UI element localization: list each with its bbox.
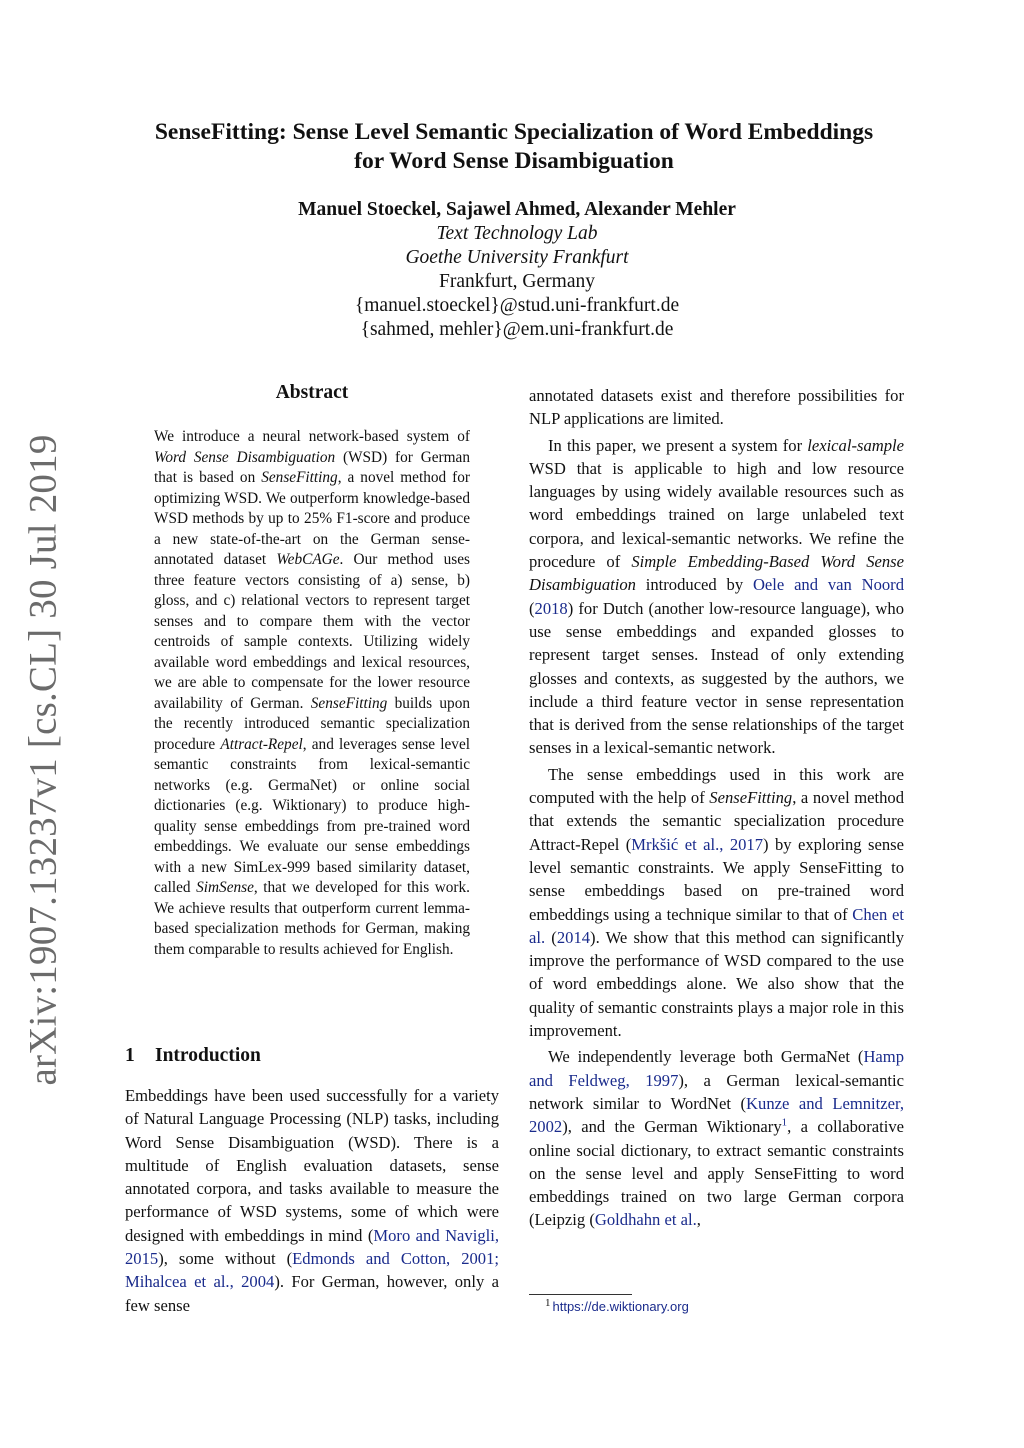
author-names: Manuel Stoeckel, Sajawel Ahmed, Alexander Mehler [298,199,736,220]
citation-link[interactable]: Hamp and Feldweg, 1997 [529,1047,904,1090]
paragraph-text: We independently leverage both GermaNet ( [548,1047,864,1067]
citation-link[interactable]: Mrkšić et al., 2017 [631,834,764,854]
author-block [100,198,934,342]
emph-text: SenseFitting [709,788,793,808]
paragraph-text: , [696,1210,701,1230]
abstract-emph: Word Sense Disambiguation [154,448,336,466]
abstract-emph: SenseFitting [261,469,338,486]
paragraph-text: ). For German, however, only a few sense [125,1272,499,1315]
title-line-2: for Word Sense Disambiguation [354,148,674,174]
paragraph-text: ) by exploring sense level semantic constraints. We apply SenseFitting to sense embeddings based on pre-trained word embeddings using a technique similar to that of [529,834,904,924]
abstract-text: (WSD) for German that is based on [154,448,470,486]
author-email-2: {sahmed, mehler}@em.uni-frankfurt.de [360,319,674,340]
paragraph-4 [529,1045,904,1231]
footnote-url-link[interactable]: https://de.wiktionary.org [552,1299,689,1314]
paragraph-text: introduced by [635,575,753,595]
right-column [529,384,904,1235]
paragraph-1: annotated datasets exist and therefore possibilities for NLP applications are limited. [529,386,904,429]
author-email-1: {manuel.stoeckel}@stud.uni-frankfurt.de [354,295,680,316]
footnote-marker[interactable]: 1 [781,1116,788,1129]
paragraph-text: . We show that this method can significantly improve the performance of WSD compared to the use of word embeddings alone. We also show that the quality of semantic constraints plays a major role in this improvement. [529,927,904,1041]
citation-year-link[interactable]: 2018 [534,598,568,618]
abstract-text: , a novel method for optimizing WSD. We outperform knowledge-based WSD methods by up to 25% F1-score and produce a new state-of-the-art on the German sense-annotated dataset [154,469,470,568]
abstract-text: , and leverages sense level semantic constraints from lexical-semantic networks (e.g. GermaNet) or online social dictionaries (e.g. Wiktionary) to produce high-quality sense embeddings from pre-trained word embeddings. We evaluate our sense embeddings with a new SimLex-999 based similarity dataset, called [154,735,470,896]
abstract-emph: SenseFitting [310,694,388,712]
citation-link[interactable]: Moro and Navigli, 2015 [125,1225,499,1269]
abstract-text: We introduce a neural network-based system of [154,428,470,445]
emph-text: Simple Embedding-Based Word Sense Disambiguation [529,552,904,595]
citation-link[interactable]: Kunze and Lemnitzer, 2002 [529,1093,904,1137]
footnote-number: 1 [545,1296,551,1309]
abstract-heading: Abstract [275,382,349,403]
section-number: 1 [125,1045,135,1066]
intro-paragraph [125,1084,499,1317]
citation-link[interactable]: Goldhahn et al. [594,1210,697,1230]
paragraph-text: , a novel method that extends the semantic specialization procedure Attract-Repel ( [529,788,904,854]
paragraph-text: , a collaborative online social dictionary, to extract semantic constraints on the sense level and apply SenseFitting to word embeddings trained on two large German corpora (Leipzig ( [529,1117,904,1230]
introduction-column [125,1084,499,1320]
citation-link[interactable]: Edmonds and Cotton, 2001; Mihalcea et al., 2004 [125,1249,499,1292]
paragraph-text: ), and the German Wiktionary [562,1117,782,1137]
abstract-emph: WebCAGe [276,551,340,568]
section-heading-introduction [125,1045,261,1067]
paragraph-2: In this paper, we present a system for lexical-sample WSD that is applicable to high and low resource languages by using widely available resources such as word embeddings trained on large unlabeled text corpora, and lexical-semantic networks. We refine the procedure of Simple Embedding-Based Word Sense Disambiguation introduced by Oele and van Noord (2018) for Dutch (another low-resource language), who use sense embeddings and expanded glosses to represent target senses. Instead of only extending glosses and contexts, as suggested by the authors, we include a third feature vector in sense representation that is derived from the sense relationships of the target senses in a lexical-semantic network. [529,435,904,758]
paragraph-3: The sense embeddings used in this work are computed with the help of SenseFitting, a novel method that extends the semantic specialization procedure Attract-Repel (Mrkšić et al., 2017) by exploring sense level semantic constraints. We apply SenseFitting to sense embeddings based on pre-trained word embeddings using a technique similar to that of Chen et al. (2014). We show that this method can significantly improve the performance of WSD compared to the use of word embeddings alone. We also show that the quality of semantic constraints plays a major role in this improvement. [529,764,904,1041]
paragraph-text: The sense embeddings used in this work are computed with the help of [529,764,904,808]
paragraph-text: In this paper, we present a system for [548,435,808,455]
abstract-emph: SimSense [196,879,254,896]
affiliation-lab: Text Technology Lab [436,223,598,244]
abstract-text: , that we developed for this work. We achieve results that outperform current lemma-based specialization methods for German, making them comparable to results achieved for English. [154,879,470,958]
paragraph-text: WSD that is applicable to high and low resource languages by using widely available resources such as word embeddings trained on large unlabeled text corpora, and lexical-semantic networks. We refine the procedure of [529,458,904,572]
paragraph-text: ), some without ( [158,1249,293,1269]
abstract-text: . Our method uses three feature vectors consisting of a) sense, b) gloss, and c) relational vectors to represent target senses and to compare them with the vector centroids of sample contexts. Utilizing widely available word embeddings and lexical resources, we are able to compensate for the lower resource availability of German. [154,551,470,712]
paper-title [100,118,928,176]
citation-year-link[interactable]: 2014 [556,927,591,947]
paragraph-text: Embeddings have been used successfully for a variety of Natural Language Processing (NLP) tasks, including Word Sense Disambiguation (WSD). There is a multitude of English evaluation datasets, sense annotated corpora, and tasks available to measure the performance of WSD systems, some of which were designed with embeddings in mind ( [125,1086,499,1245]
abstract-body [154,427,470,960]
footnote [529,1296,689,1314]
paragraph-text: ), a German lexical-semantic network similar to WordNet ( [529,1070,905,1113]
arxiv-stamp [18,434,68,1086]
section-title: Introduction [155,1045,261,1066]
abstract-text: builds upon the recently introduced semantic specialization procedure [154,694,471,753]
emph-text: lexical-sample [807,435,904,455]
affiliation-location: Frankfurt, Germany [439,271,595,292]
title-line-1: SenseFitting: Sense Level Semantic Specialization of Word Embeddings [154,119,874,145]
citation-link[interactable]: Chen et al. [529,904,904,947]
footnote-divider [529,1294,632,1295]
abstract-emph: Attract-Repel [220,735,303,753]
citation-link[interactable]: Oele and van Noord [752,575,904,595]
paragraph-text: for Dutch (another low-resource language), who use sense embeddings and expanded glosses to represent target senses. Instead of only extending glosses and contexts, as suggested by the authors, we include a third feature vector in sense representation that is derived from the sense relationships of the target senses in a lexical-semantic network. [529,598,904,758]
affiliation-university: Goethe University Frankfurt [405,247,629,268]
arxiv-identifier: arXiv:1907.13237v1 [cs.CL] 30 Jul 2019 [21,434,65,1086]
